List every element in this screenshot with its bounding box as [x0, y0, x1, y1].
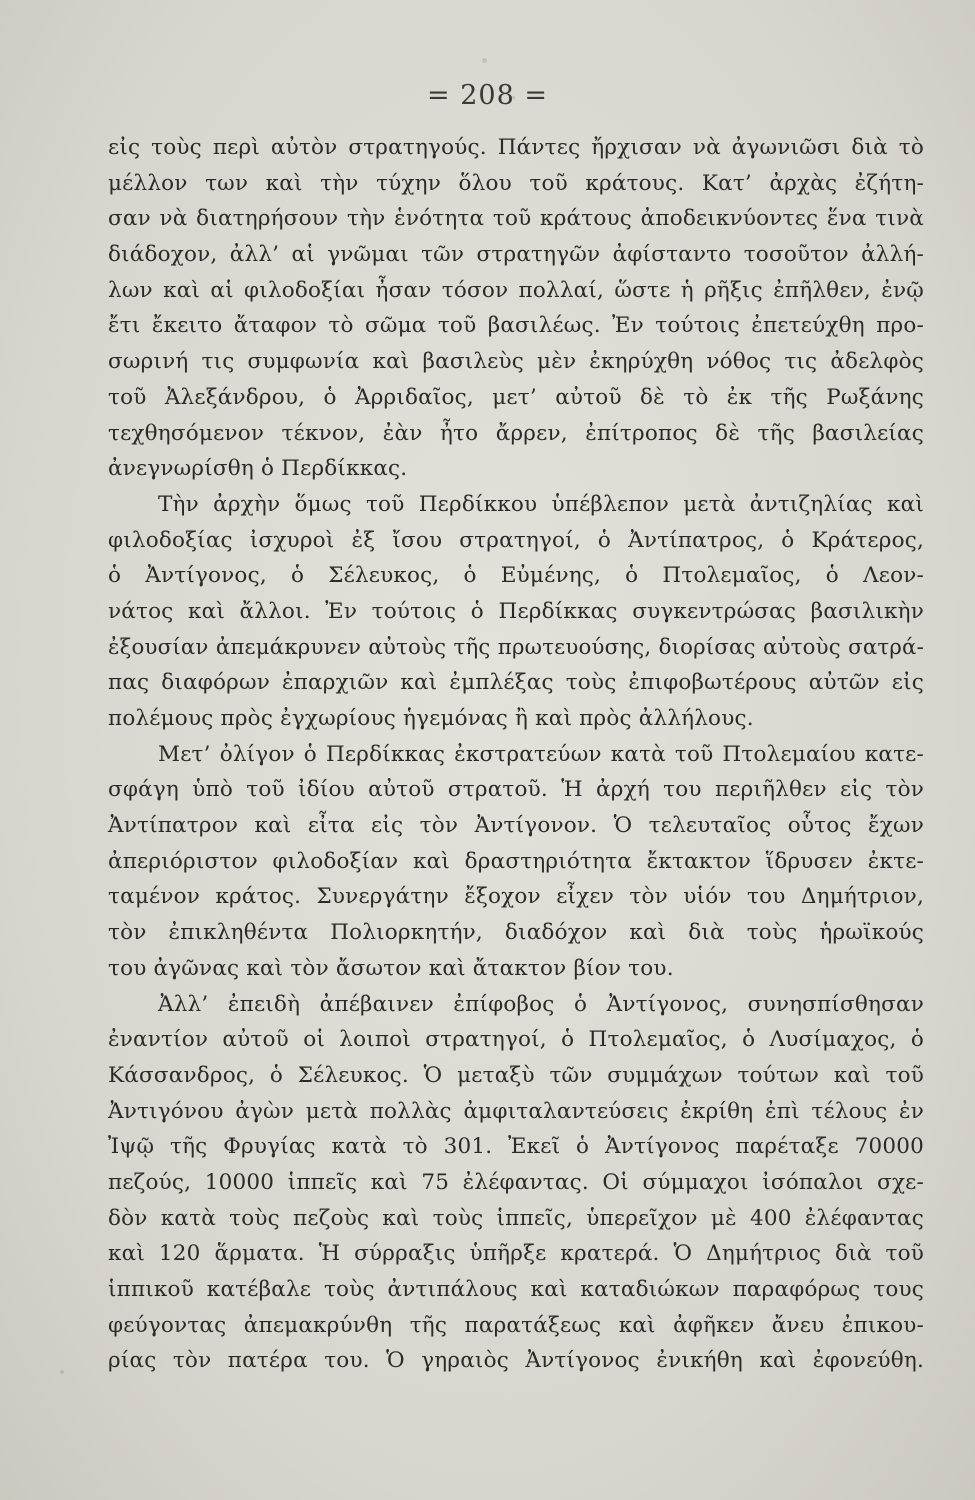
text-line: λων καὶ αἱ φιλοδοξίαι ἦσαν τόσον πολλαί, ὥστε ἡ ρῆξις ἐπῆλθεν, ἐνῷ	[108, 277, 924, 303]
text-line: του ἀγῶνας καὶ τὸν ἄσωτον καὶ ἄτακτον βίον του.	[108, 955, 674, 981]
text-line: τὸν ἐπικληθέντα Πολιορκητήν, διαδόχον καὶ διὰ τοὺς ἡρωϊκούς	[108, 920, 924, 946]
text-line: δὸν κατὰ τοὺς πεζοὺς καὶ τοὺς ἱππεῖς, ὑπερεῖχον μὲ 400 ἐλέφαντας	[108, 1205, 924, 1231]
text-line: εἰς τοὺς περὶ αὐτὸν στρατηγούς. Πάντες ἤρχισαν νὰ ἀγωνιῶσι διὰ τὸ	[108, 135, 924, 160]
text-line: Μετ’ ὀλίγον ὁ Περδίκκας ἐκστρατεύων κατὰ τοῦ Πτολεμαίου κατε-	[158, 741, 924, 767]
text-line: τοῦ Ἀλεξάνδρου, ὁ Ἀρριδαῖος, μετ’ αὐτοῦ δὲ τὸ ἐκ τῆς Ρωξάνης	[108, 384, 924, 410]
text-line: φεύγοντας ἀπεμακρύνθη τῆς παρατάξεως καὶ ἀφῆκεν ἄνευ ἐπικου-	[108, 1312, 924, 1338]
text-line: ἐναντίον αὐτοῦ οἱ λοιποὶ στρατηγοί, ὁ Πτολεμαῖος, ὁ Λυσίμαχος, ὁ	[108, 1027, 924, 1053]
text-line: σφάγη ὑπὸ τοῦ ἰδίου αὐτοῦ στρατοῦ. Ἡ ἀρχή του περιῆλθεν εἰς τὸν	[108, 777, 924, 803]
text-line: καὶ 120 ἅρματα. Ἡ σύρραξις ὑπῆρξε κρατερά. Ὁ Δημήτριος διὰ τοῦ	[108, 1241, 924, 1267]
page-number: = 208 =	[427, 80, 548, 111]
text-line: τεχθησόμενον τέκνον, ἐὰν ἦτο ἄρρεν, ἐπίτροπος δὲ τῆς βασιλείας	[108, 420, 924, 446]
paper-speck	[60, 1370, 64, 1374]
text-line: Ἰψῷ τῆς Φρυγίας κατὰ τὸ 301. Ἐκεῖ ὁ Ἀντίγονος παρέταξε 70000	[108, 1134, 924, 1160]
text-line: ρίας τὸν πατέρα του. Ὁ γηραιὸς Ἀντίγονος ἐνικήθη καὶ ἐφονεύθη.	[108, 1348, 924, 1374]
text-line: ἱππικοῦ κατέβαλε τοὺς ἀντιπάλους καὶ καταδιώκων παραφόρως τους	[108, 1277, 924, 1302]
text-line: Ἀλλ’ ἐπειδὴ ἀπέβαινεν ἐπίφοβος ὁ Ἀντίγονος, συνησπίσθησαν	[158, 991, 924, 1017]
text-line: ὁ Ἀντίγονος, ὁ Σέλευκος, ὁ Εὐμένης, ὁ Πτολεμαῖος, ὁ Λεον-	[108, 563, 924, 589]
text-line: Ἀντιγόνου ἀγὼν μετὰ πολλὰς ἀμφιταλαντεύσεις ἐκρίθη ἐπὶ τέλους ἐν	[108, 1098, 924, 1124]
paper-speck	[482, 58, 487, 63]
text-line: Κάσσανδρος, ὁ Σέλευκος. Ὁ μεταξὺ τῶν συμμάχων τούτων καὶ τοῦ	[108, 1062, 924, 1088]
text-line: Ἀντίπατρον καὶ εἶτα εἰς τὸν Ἀντίγονον. Ὁ τελευταῖος οὗτος ἔχων	[108, 813, 924, 839]
text-line: πας διαφόρων ἐπαρχιῶν καὶ ἐμπλέξας τοὺς ἐπιφοβωτέρους αὐτῶν εἰς	[108, 670, 924, 696]
text-line: σωρινή τις συμφωνία καὶ βασιλεὺς μὲν ἐκηρύχθη νόθος τις ἀδελφὸς	[108, 349, 924, 375]
text-line: πολέμους πρὸς ἐγχωρίους ἡγεμόνας ἢ καὶ πρὸς ἀλλήλους.	[108, 706, 754, 731]
text-line: Τὴν ἀρχὴν ὅμως τοῦ Περδίκκου ὑπέβλεπον μετὰ ἀντιζηλίας καὶ	[158, 491, 924, 517]
text-line: διάδοχον, ἀλλ’ αἱ γνῶμαι τῶν στρατηγῶν ἀφίσταντο τοσοῦτον ἀλλή-	[108, 242, 924, 268]
text-line: μέλλον των καὶ τὴν τύχην ὅλου τοῦ κράτους. Κατ’ ἀρχὰς ἐζήτη-	[108, 170, 924, 196]
text-line: ἀνεγνωρίσθη ὁ Περδίκκας.	[108, 456, 408, 482]
text-line: πεζούς, 10000 ἱππεῖς καὶ 75 ἐλέφαντας. Οἱ σύμμαχοι ἰσόπαλοι σχε-	[108, 1169, 924, 1195]
text-line: σαν νὰ διατηρήσουν τὴν ἑνότητα τοῦ κράτους ἀποδεικνύοντες ἕνα τινὰ	[108, 206, 924, 232]
text-line: ταμένον κράτος. Συνεργάτην ἔξοχον εἶχεν τὸν υἱόν του Δημήτριον,	[108, 884, 924, 910]
text-line: ἐξουσίαν ἀπεμάκρυνεν αὐτοὺς τῆς πρωτευούσης, διορίσας αὐτοὺς σατρά-	[108, 634, 924, 660]
text-line: νάτος καὶ ἄλλοι. Ἐν τούτοις ὁ Περδίκκας συγκεντρώσας βασιλικὴν	[108, 598, 924, 624]
text-line: φιλοδοξίας ἰσχυροὶ ἐξ ἴσου στρατηγοί, ὁ Ἀντίπατρος, ὁ Κράτερος,	[108, 527, 924, 553]
text-line: ἀπεριόριστον φιλοδοξίαν καὶ δραστηριότητα ἔκτακτον ἵδρυσεν ἐκτε-	[108, 848, 924, 874]
text-line: ἔτι ἔκειτο ἄταφον τὸ σῶμα τοῦ βασιλέως. Ἐν τούτοις ἐπετεύχθη προ-	[108, 313, 924, 339]
body-text	[108, 130, 924, 1379]
